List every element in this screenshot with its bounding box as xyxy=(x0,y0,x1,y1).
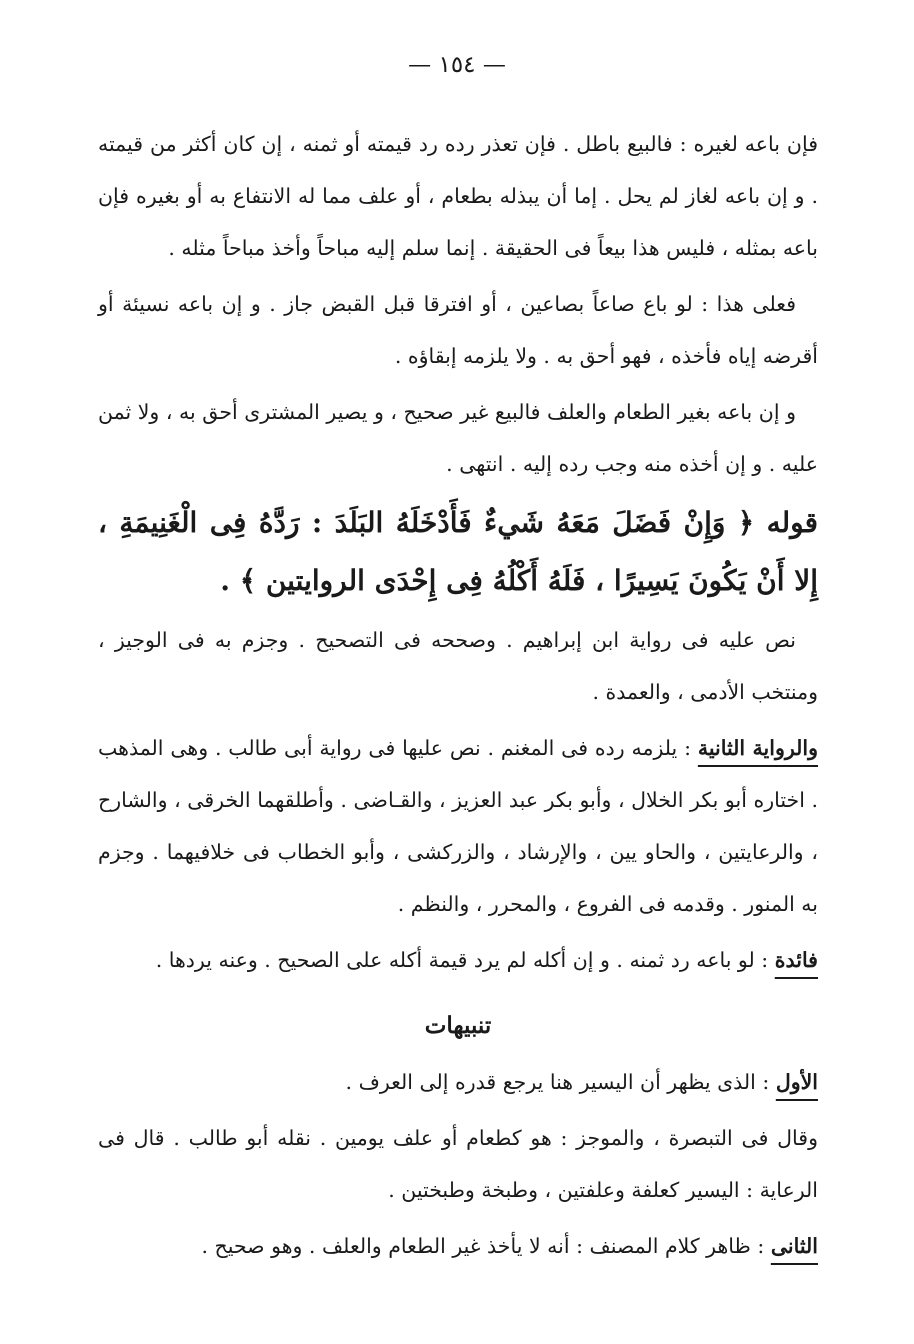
paragraph-6 xyxy=(98,722,818,930)
paragraph-1: فإن باعه لغيره : فالبيع باطل . فإن تعذر رده رد قيمته أو ثمنه ، إن كان أكثر من قيمته . و إن باعه لغاز لم يحل . إما أن يبذله بطعام ، أو علف مما له الانتفاع به أو بغيره فإن باعه بمثله ، فليس هذا بيعاً فى الحقيقة . إنما سلم إليه مباحاً وأخذ مباحاً مثله . xyxy=(98,132,818,260)
paragraph-10 xyxy=(98,1220,818,1272)
paragraph-8 xyxy=(98,1056,818,1108)
paragraph-10-text: : ظاهر كلام المصنف : أنه لا يأخذ غير الطعام والعلف . وهو صحيح . xyxy=(201,1234,765,1258)
second-note-label: الثانى xyxy=(770,1234,818,1258)
paragraph-7 xyxy=(98,934,818,986)
paragraph-9: وقال فى التبصرة ، والموجز : هو كطعام أو علف يومين . نقله أبو طالب . قال فى الرعاية : اليسير كعلفة وعلفتين ، وطبخة وطبختين . xyxy=(98,1126,818,1202)
paragraph-5: نص عليه فى رواية ابن إبراهيم . وصححه فى التصحيح . وجزم به فى الوجيز ، ومنتخب الأدمى ، والعمدة . xyxy=(98,628,818,704)
body-text xyxy=(98,118,818,1276)
paragraph-3: و إن باعه بغير الطعام والعلف فالبيع غير صحيح ، و يصير المشترى أحق به ، ولا ثمن عليه . و إن أخذه منه وجب رده إليه . انتهى . xyxy=(98,400,818,476)
quoted-text: قوله ﴿ وَإِنْ فَضَلَ مَعَهُ شَيءٌ فَأَدْخَلَهُ البَلَدَ : رَدَّهُ فِى الْغَنِيمَةِ ، إِلا أَنْ يَكُونَ يَسِيرًا ، فَلَهُ أَكْلُهُ فِى إِحْدَى الروايتين ﴾ . xyxy=(98,506,818,597)
page-number: — ١٥٤ — xyxy=(408,52,506,78)
benefit-label: فائدة xyxy=(774,948,818,972)
second-narration-label: والرواية الثانية xyxy=(697,736,818,760)
paragraph-8-text: : الذى يظهر أن اليسير هنا يرجع قدره إلى العرف . xyxy=(345,1070,770,1094)
paragraph-6-text: : يلزمه رده فى المغنم . نص عليها فى رواية أبى طالب . وهى المذهب . اختاره أبو بكر الخلال ، وأبو بكر عبد العزيز ، والقـاضى . وأطلقهما الخرقى ، والشارح ، والرعايتين ، والحاو يين ، والإرشاد ، والزركشى ، وأبو الخطاب فى خلافيهما . وجزم به المنور . وقدمه فى الفروع ، والمحرر ، والنظم . xyxy=(98,736,818,916)
section-heading: تنبيهات xyxy=(424,1012,492,1039)
paragraph-2: فعلى هذا : لو باع صاعاً بصاعين ، أو افترقا قبل القبض جاز . و إن باعه نسيئة أو أقرضه إياه فأخذه ، فهو أحق به . ولا يلزمه إبقاؤه . xyxy=(98,292,818,368)
first-note-label: الأول xyxy=(775,1070,818,1094)
paragraph-7-text: : لو باعه رد ثمنه . و إن أكله لم يرد قيمة أكله على الصحيح . وعنه يردها . xyxy=(155,948,769,972)
